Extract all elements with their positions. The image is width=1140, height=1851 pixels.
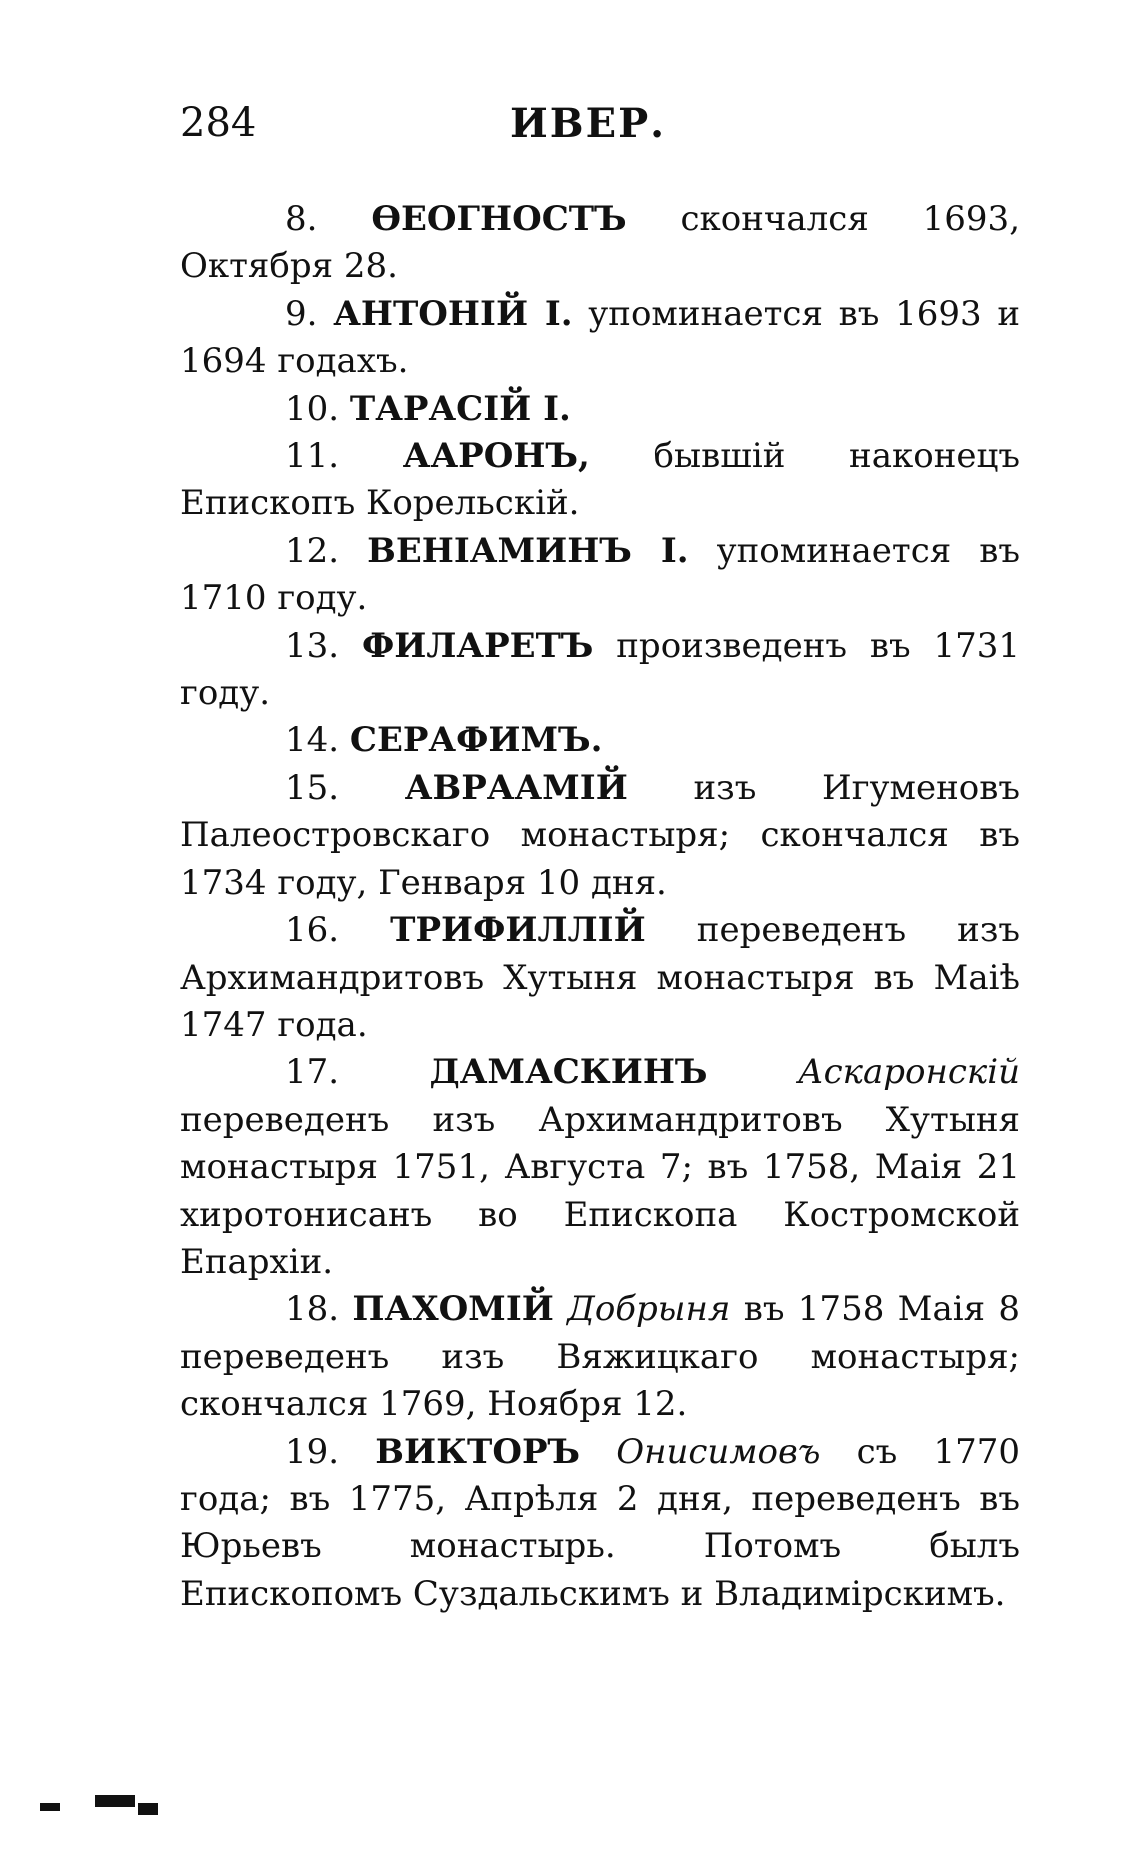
entry-number: 15. [285,767,340,808]
entry-name: АНТОНІЙ I. [333,293,573,334]
entry-name: ФИЛАРЕТЪ [361,625,594,666]
entry-list [180,196,1020,1618]
running-head: ИВЕР. [510,100,667,147]
entry-name: СЕРАФИМЪ. [349,720,603,761]
entry-text: упоминается въ 1693 и 1694 годахъ. [180,293,1021,382]
entry-name: ТРИФИЛЛІЙ [390,910,646,951]
entry-text: въ 1758 Маія 8 переведенъ изъ Вяжицкаго монастыря; скончался 1769, Ноября 12. [180,1289,1020,1425]
entry-name: ВИКТОРЪ [375,1431,581,1472]
scan-mark [138,1803,158,1815]
entry-number: 16. [285,910,340,951]
entry-15 [180,765,1020,907]
entry-number: 17. [285,1052,340,1093]
entry-16 [180,907,1020,1049]
entry-9 [180,291,1020,386]
entry-text: изъ Игуменовъ Палеостровскаго монастыря; скончался въ 1734 году, Генваря 10 дня. [180,767,1020,903]
entry-text: бывшій наконецъ Епископъ Корельскій. [180,436,1020,524]
scan-mark [40,1803,60,1811]
entry-number: 14. [285,720,340,761]
entry-name: ТАРАСІЙ I. [349,388,571,429]
entry-text: переведенъ изъ Архимандритовъ Хутыня монастыря въ Маіѣ 1747 года. [180,910,1020,1045]
entry-text: произведенъ въ 1731 году. [180,625,1021,714]
entry-number: 12. [285,530,340,571]
entry-surname: Добрыня [567,1289,731,1330]
entry-11 [180,433,1020,528]
entry-name: ВЕНІАМИНЪ I. [367,530,689,571]
scan-edge-marks [40,1781,220,1821]
entry-text: упоминается въ 1710 году. [180,530,1020,619]
page-number: 284 [180,100,257,146]
entry-8 [180,196,1020,291]
entry-number: 8. [285,199,318,239]
entry-name: ПАХОМІЙ [352,1289,554,1330]
entry-17 [180,1049,1020,1286]
entry-text: скончался 1693, Октября 28. [180,199,1020,287]
entry-12 [180,528,1020,623]
entry-number: 19. [285,1431,340,1472]
entry-name: ДАМАСКИНЪ [429,1052,708,1093]
page-header [180,100,1040,160]
entry-10 [180,386,1020,433]
entry-name: ААРОНЪ, [402,436,590,477]
entry-number: 11. [285,436,340,477]
entry-text: переведенъ изъ Архимандритовъ Хутыня монастыря 1751, Августа 7; въ 1758, Маія 21 хиротонисанъ во Епископа Костромской Епархіи. [180,1099,1020,1282]
entry-number: 13. [285,625,340,666]
entry-19 [180,1429,1020,1619]
entry-surname: Онисимовъ [616,1431,821,1472]
scan-mark [95,1795,135,1807]
entry-number: 18. [285,1289,340,1330]
entry-text: съ 1770 года; въ 1775, Апрѣля 2 дня, переведенъ въ Юрьевъ монастырь. Потомъ былъ Епископомъ Суздальскимъ и Владимірскимъ. [180,1431,1020,1614]
entry-13 [180,623,1020,718]
entry-name: ѲЕОГНОСТЪ [371,199,627,239]
entry-number: 10. [285,388,340,429]
entry-18 [180,1286,1020,1428]
entry-name: АВРААМІЙ [404,767,628,808]
entry-surname: Аскаронскій [797,1052,1020,1093]
entry-number: 9. [285,293,318,334]
entry-14 [180,717,1020,764]
